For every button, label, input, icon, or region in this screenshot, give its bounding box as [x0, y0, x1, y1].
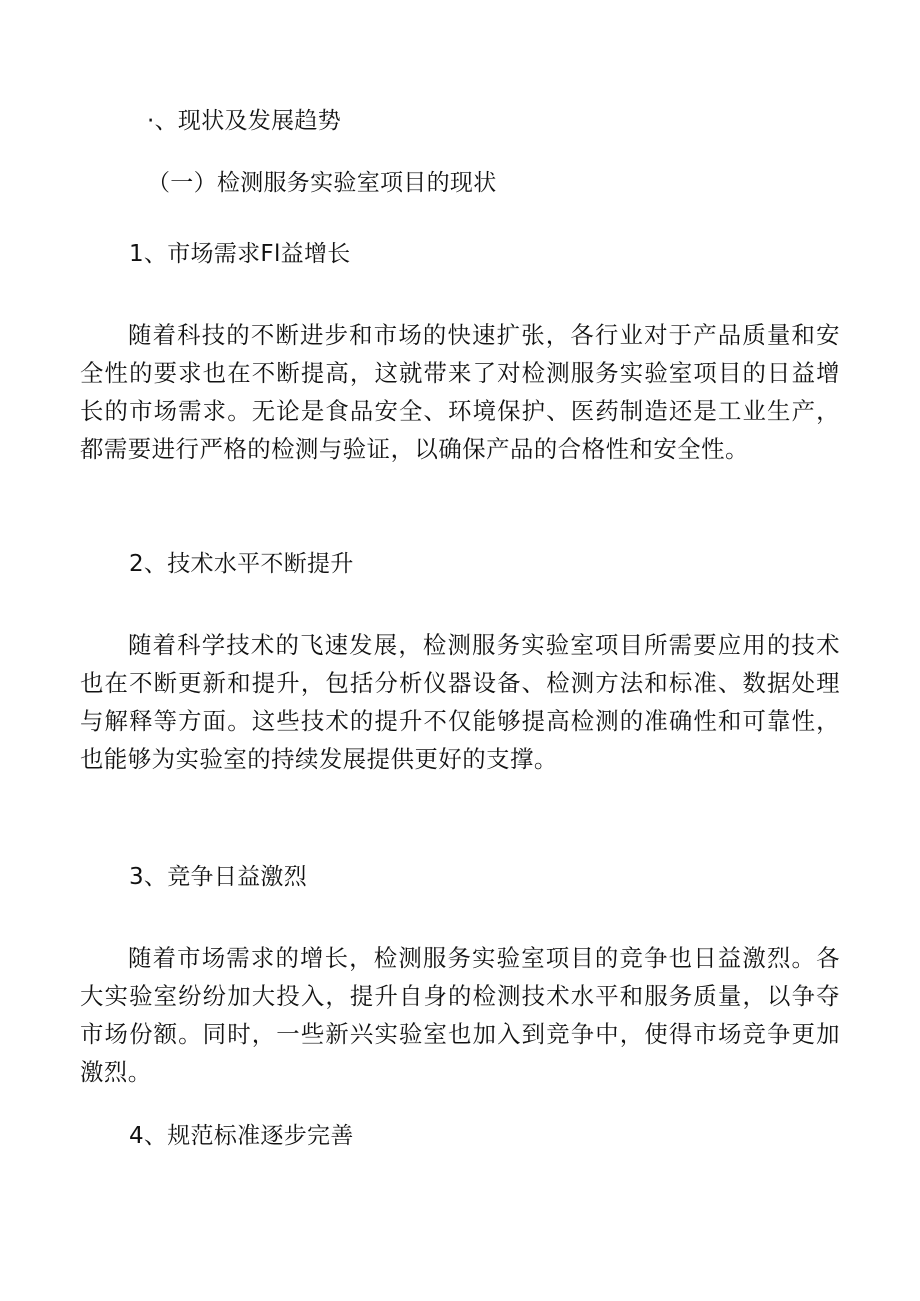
heading-market-demand: 1、市场需求Fl益增长: [129, 241, 351, 267]
heading-competition: 3、竞争日益激烈: [129, 864, 308, 890]
subsection-title: （一）检测服务实验室项目的现状: [147, 170, 497, 196]
heading-technology-level: 2、技术水平不断提升: [129, 551, 354, 577]
heading-standards: 4、规范标准逐步完善: [129, 1123, 354, 1149]
paragraph-market-demand: 随着科技的不断进步和市场的快速扩张，各行业对于产品质量和安全性的要求也在不断提高，这就带来了对检测服务实验室项目的日益增长的市场需求。无论是食品安全、环境保护、医药制造还是工业生产，都需要进行严格的检测与验证，以确保产品的合格性和安全性。: [80, 321, 840, 463]
paragraph-technology-level: 随着科学技术的飞速发展，检测服务实验室项目所需要应用的技术也在不断更新和提升，包括分析仪器设备、检测方法和标准、数据处理与解释等方面。这些技术的提升不仅能够提高检测的准确性和可靠性，也能够为实验室的持续发展提供更好的支撑。: [80, 631, 840, 773]
paragraph-competition: 随着市场需求的增长，检测服务实验室项目的竞争也日益激烈。各大实验室纷纷加大投入，提升自身的检测技术水平和服务质量，以争夺市场份额。同时，一些新兴实验室也加入到竞争中，使得市场竞争更加激烈。: [80, 944, 840, 1086]
section-title: ·、现状及发展趋势: [147, 108, 342, 134]
